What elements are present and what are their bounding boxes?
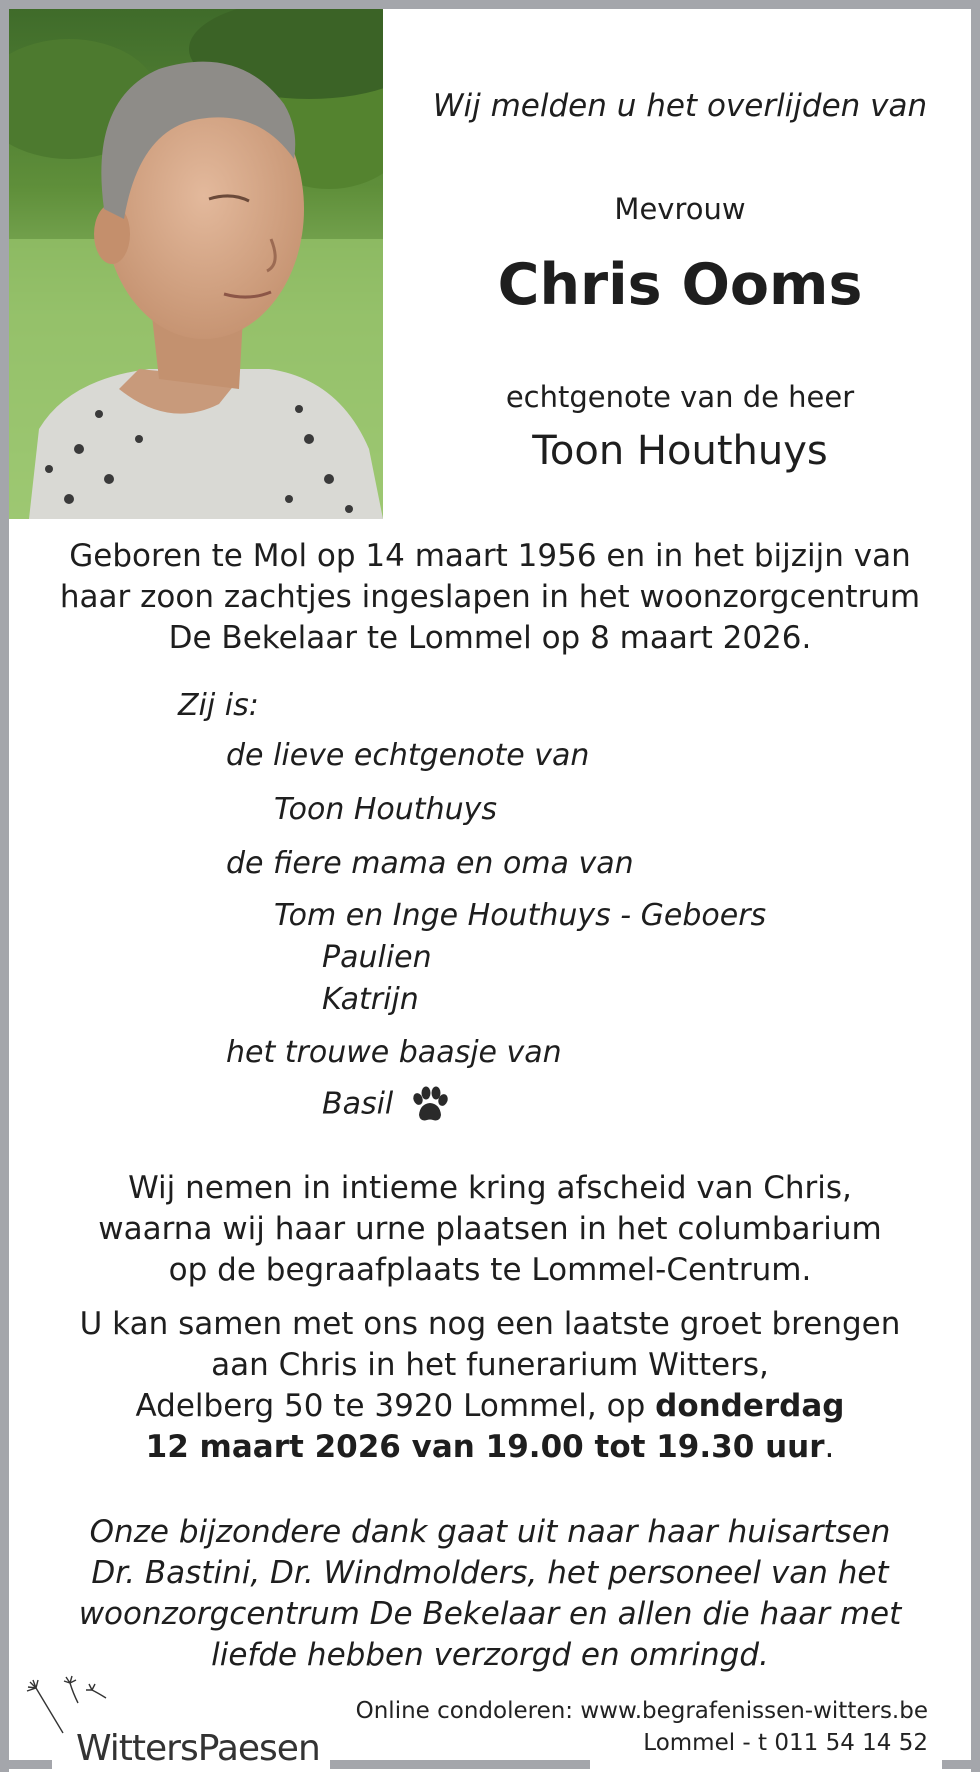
farewell-line: waarna wij haar urne plaatsen in het columbarium [98, 1211, 882, 1247]
visitation-day: donderdag [655, 1388, 845, 1424]
family-grandchild: Katrijn [322, 982, 419, 1017]
family-spouse-name: Toon Houthuys [274, 792, 497, 827]
thanks-line: Onze bijzondere dank gaat uit naar haar huisartsen [89, 1514, 891, 1550]
birth-line: haar zoon zachtjes ingeslapen in het woonzorgcentrum [59, 579, 921, 615]
birth-line: Geboren te Mol op 14 maart 1956 en in het bijzijn van [69, 538, 911, 574]
portrait-photo [9, 9, 383, 519]
witters-paesen-logo [18, 1668, 318, 1772]
online-condolences: Online condoleren: www.begrafenissen-witters.be [355, 1698, 928, 1724]
deceased-name: Chris Ooms [497, 252, 863, 318]
paw-icon [409, 1085, 449, 1125]
visitation-text [20, 1304, 960, 1468]
thanks-line: woonzorgcentrum De Bekelaar en allen die haar met [78, 1596, 902, 1632]
visitation-date-time: 12 maart 2026 van 19.00 tot 19.30 uur [145, 1429, 825, 1465]
thanks-line: Dr. Bastini, Dr. Windmolders, het personeel van het [91, 1555, 889, 1591]
birth-line: De Bekelaar te Lommel op 8 maart 2026. [168, 620, 812, 656]
honorific: Mevrouw [614, 192, 746, 226]
farewell-line: op de begraafplaats te Lommel-Centrum. [168, 1252, 812, 1288]
visitation-line: aan Chris in het funerarium Witters, [211, 1347, 769, 1383]
family-children: Tom en Inge Houthuys - Geboers [274, 898, 767, 933]
birth-text [20, 536, 960, 659]
contact-info: Lommel - t 011 54 14 52 [643, 1730, 928, 1756]
spouse-label: echtgenote van de heer [505, 380, 855, 414]
family-grandchild: Paulien [322, 940, 432, 975]
visitation-line [20, 1386, 960, 1427]
announcement: Wij melden u het overlijden van [432, 88, 928, 124]
footer-bar-right [942, 1760, 980, 1769]
farewell-text [20, 1168, 960, 1291]
footer-bar-left [0, 1760, 52, 1769]
thanks-text [20, 1512, 960, 1676]
logo-text: WittersPaesen [76, 1728, 320, 1769]
visitation-line: U kan samen met ons nog een laatste groet brengen [79, 1306, 901, 1342]
family-pet [322, 1085, 449, 1125]
family-spouse-line: de lieve echtgenote van [226, 738, 590, 773]
family-children-line: de fiere mama en oma van [226, 846, 634, 881]
family-pet-line: het trouwe baasje van [226, 1035, 562, 1070]
pet-name: Basil [322, 1086, 394, 1122]
visitation-address: Adelberg 50 te 3920 Lommel, op [135, 1388, 656, 1424]
farewell-line: Wij nemen in intieme kring afscheid van Chris, [128, 1170, 852, 1206]
family-intro: Zij is: [178, 688, 259, 723]
thanks-line: liefde hebben verzorgd en omringd. [211, 1637, 769, 1673]
footer-bar-middle [330, 1760, 590, 1769]
spouse-name: Toon Houthuys [532, 428, 828, 474]
visitation-line [20, 1427, 960, 1468]
visitation-period: . [824, 1429, 835, 1465]
